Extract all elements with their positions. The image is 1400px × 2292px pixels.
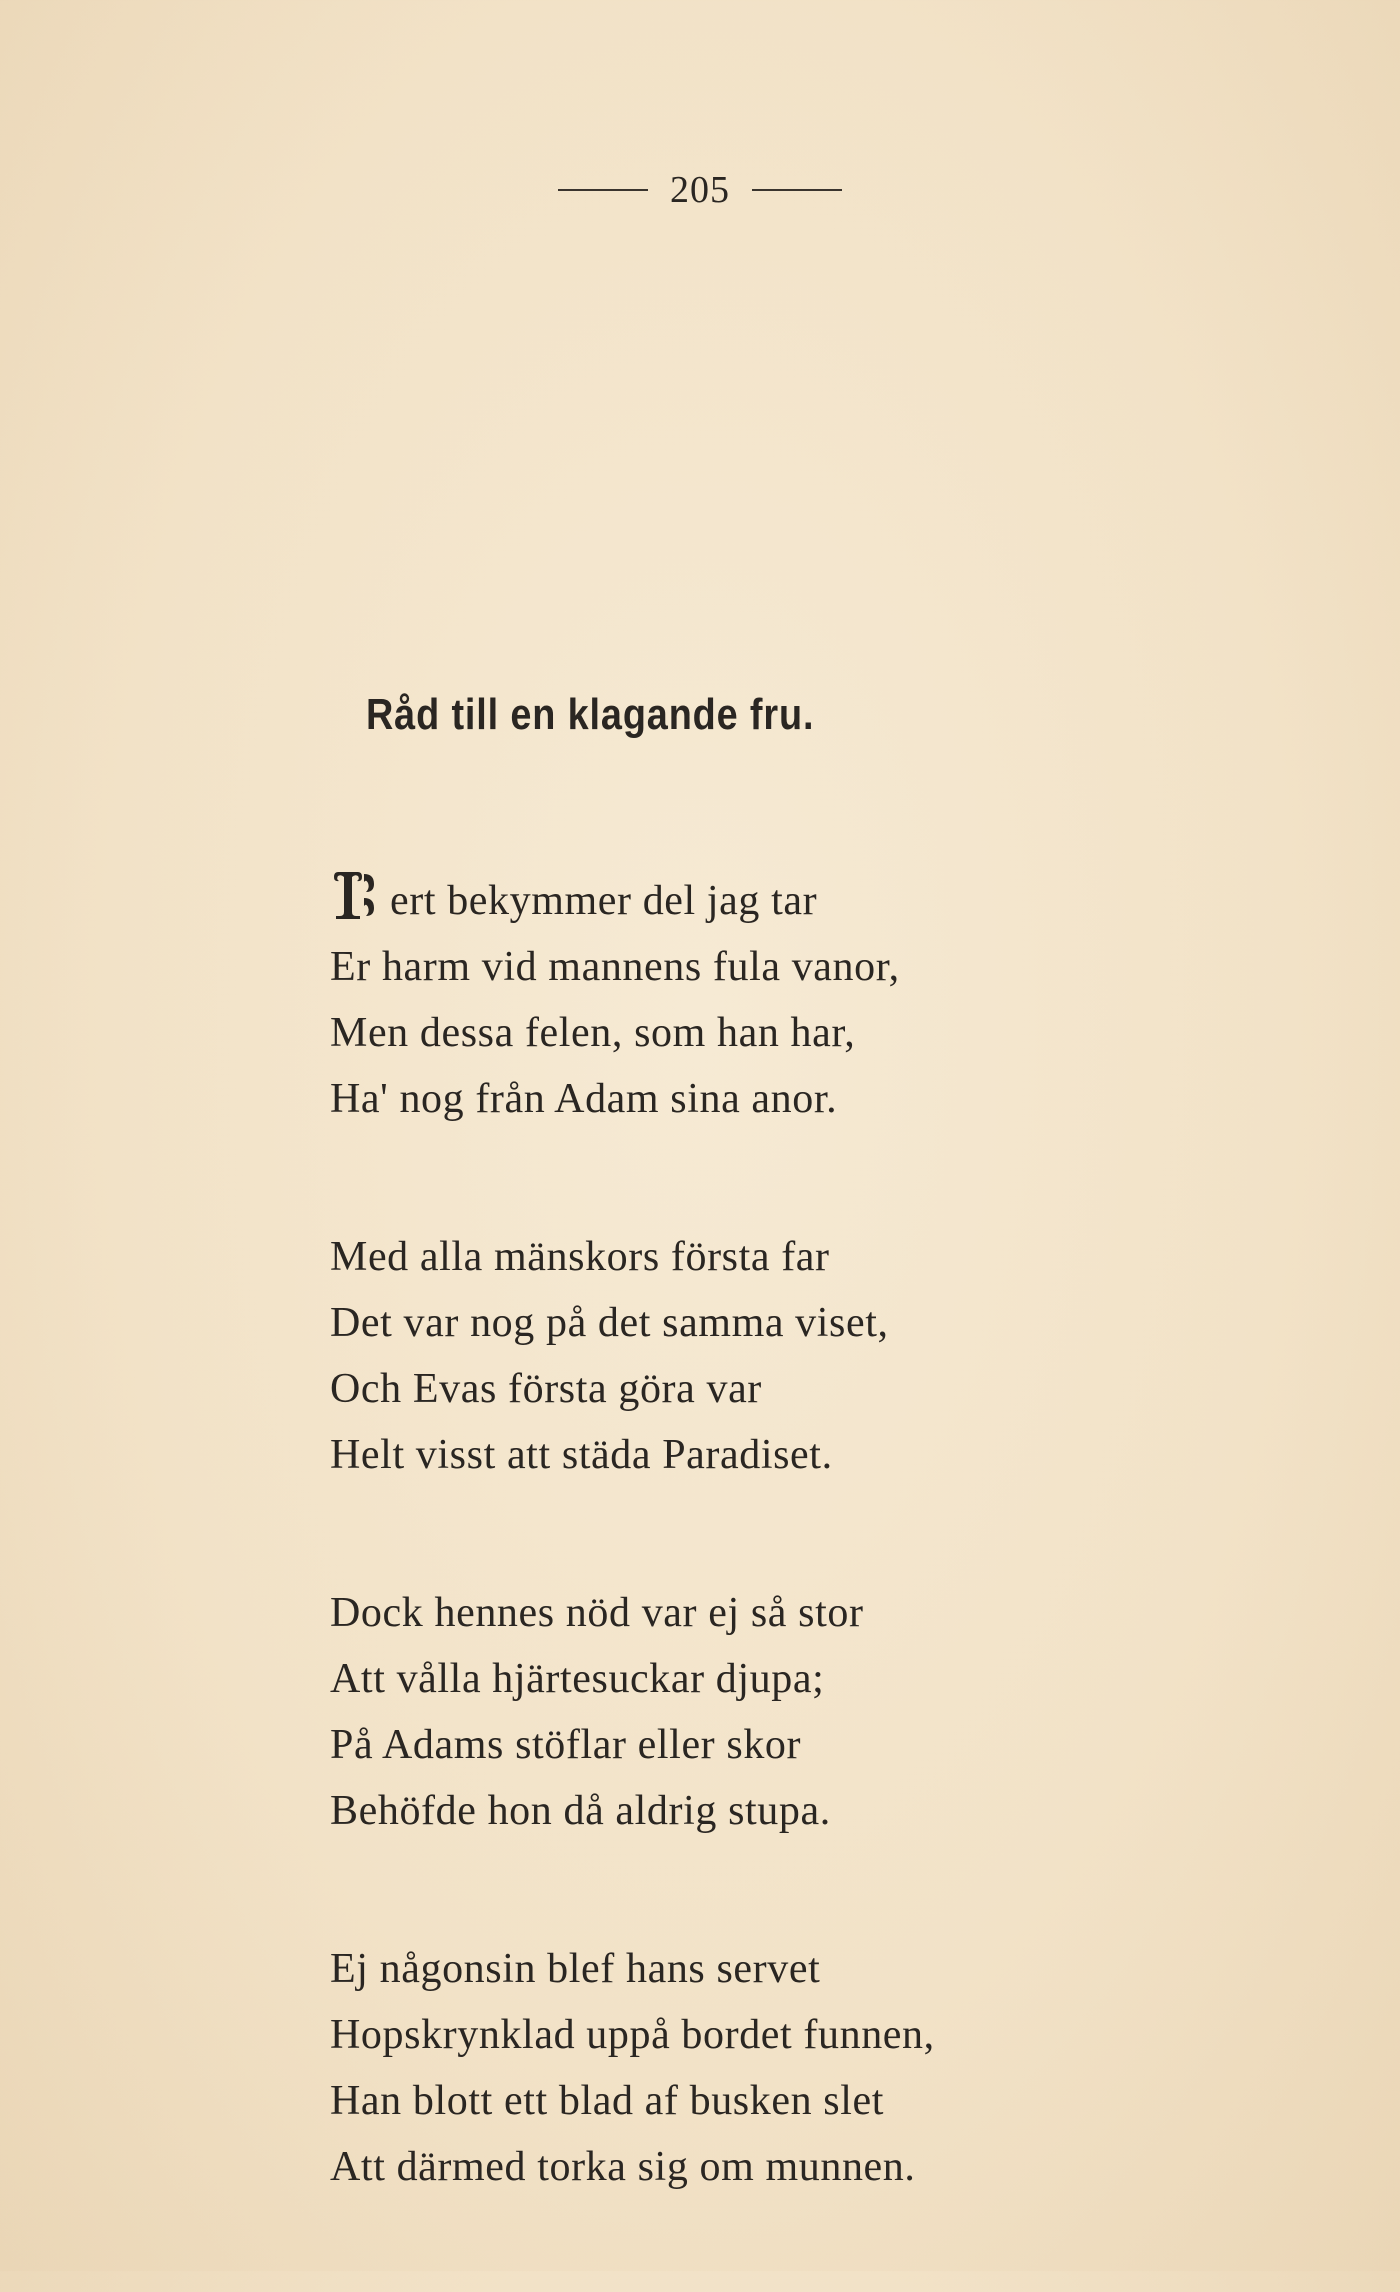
svg-text:I: I — [346, 878, 347, 879]
poem-line: Att vålla hjärtesuckar djupa; — [330, 1656, 825, 1702]
poem-line: Och Evas första göra var — [330, 1366, 762, 1412]
poem-line: Att därmed torka sig om munnen. — [330, 2144, 916, 2190]
ornamental-drop-cap-icon — [330, 868, 378, 920]
poem-line: Dock hennes nöd var ej så stor — [330, 1590, 864, 1636]
header-rule-left — [558, 189, 648, 191]
poem-line: Men dessa felen, som han har, — [330, 1010, 856, 1056]
stanza-2 — [330, 1224, 1090, 1488]
poem-line: Med alla mänskors första far — [330, 1234, 830, 1280]
stanza-4 — [330, 1936, 1090, 2200]
poem-line: Helt visst att städa Paradiset. — [330, 1432, 833, 1478]
poem-line: På Adams stöflar eller skor — [330, 1722, 802, 1768]
poem-line: Ej någonsin blef hans servet — [330, 1946, 821, 1992]
poem-line: Behöfde hon då aldrig stupa. — [330, 1788, 831, 1834]
poem-line: Han blott ett blad af busken slet — [330, 2078, 885, 2124]
line-text: ert bekymmer del jag tar — [390, 878, 818, 924]
page-number: 205 — [670, 169, 730, 211]
poem-line — [330, 868, 1090, 934]
poem-body — [330, 868, 1090, 2292]
poem-line: Hopskrynklad uppå bordet funnen, — [330, 2012, 935, 2058]
header-rule-right — [752, 189, 842, 191]
poem-line: Er harm vid mannens fula vanor, — [330, 944, 900, 990]
page-header — [0, 168, 1400, 212]
stanza-3 — [330, 1580, 1090, 1844]
stanza-1 — [330, 868, 1090, 1132]
poem-title: Råd till en klagande fru. — [366, 690, 815, 739]
poem-line: Det var nog på det samma viset, — [330, 1300, 889, 1346]
poem-line: Ha' nog från Adam sina anor. — [330, 1076, 838, 1122]
